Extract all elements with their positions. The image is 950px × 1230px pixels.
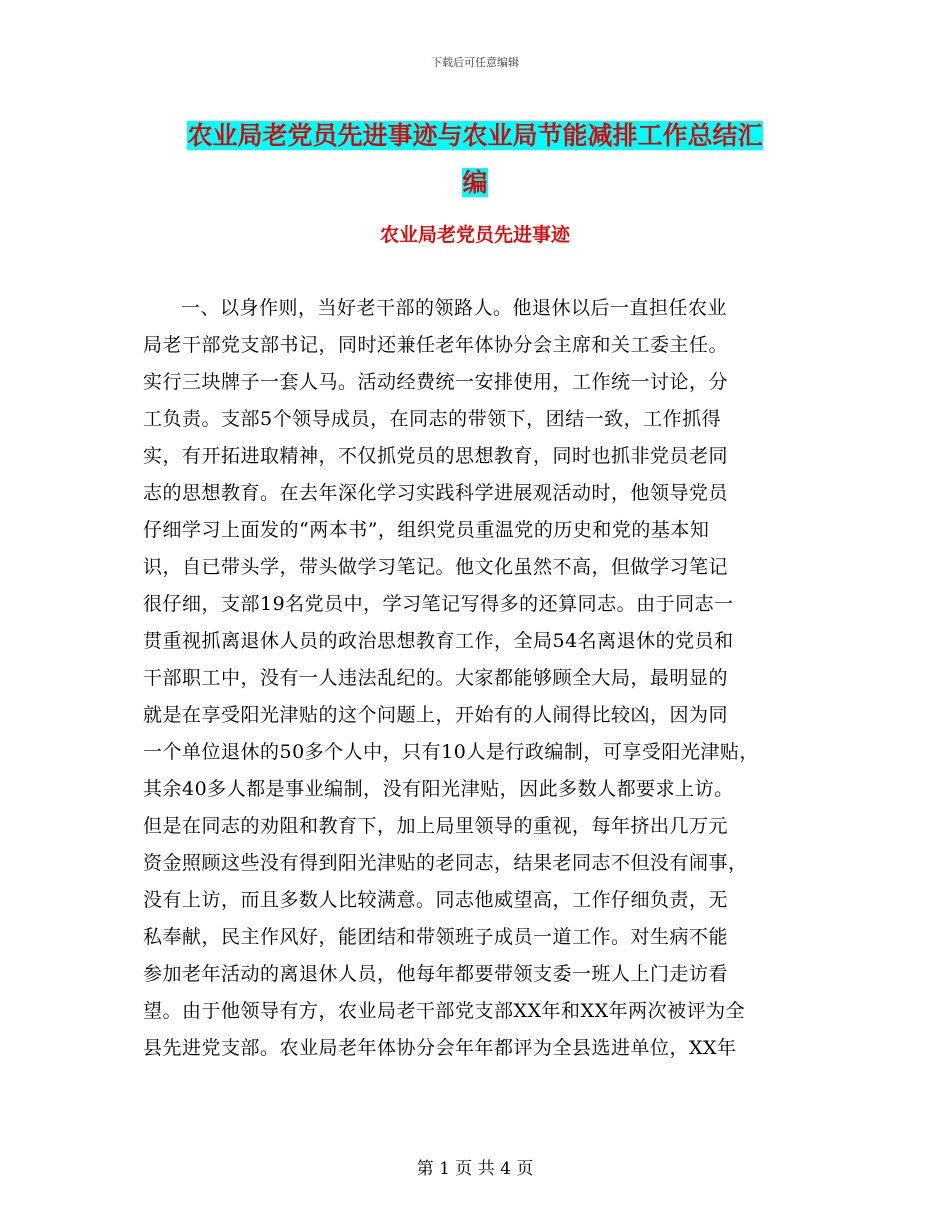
section-title: 农业局老党员先进事迹 [379, 224, 570, 246]
body-line: 其余40多人都是事业编制，没有阳光津贴，因此多数人都要求上访。 [143, 778, 734, 800]
body-line: 资金照顾这些没有得到阳光津贴的老同志，结果老同志不但没有闹事， [143, 852, 748, 874]
title-line-1: 农业局老党员先进事迹与农业局节能减排工作总结汇 [187, 121, 763, 150]
body-line: 实，有开拓进取精神，不仅抓党员的思想教育，同时也抓非党员老同 [143, 445, 729, 467]
body-line: 没有上访，而且多数人比较满意。同志他威望高，工作仔细负责，无 [143, 889, 729, 911]
body-line: 仔细学习上面发的“两本书”，组织党员重温党的历史和党的基本知 [143, 519, 710, 541]
body-line: 干部职工中，没有一人违法乱纪的。大家都能够顾全大局，最明显的 [143, 667, 729, 689]
body-line: 望。由于他领导有方，农业局老干部党支部XX年和XX年两次被评为全 [143, 1000, 746, 1022]
document-title [0, 112, 950, 206]
body-line: 私奉献，民主作风好，能团结和带领班子成员一道工作。对生病不能 [143, 926, 729, 948]
body-line: 就是在享受阳光津贴的这个问题上，开始有的人闹得比较凶，因为同 [143, 704, 729, 726]
body-line: 实行三块牌子一套人马。活动经费统一安排使用，工作统一讨论，分 [143, 371, 729, 393]
body-line: 局老干部党支部书记，同时还兼任老年体协分会主席和关工委主任。 [143, 334, 729, 356]
body-line: 一、以身作则，当好老干部的领路人。他退休以后一直担任农业 [181, 297, 728, 319]
body-line: 工负责。支部5个领导成员，在同志的带领下，团结一致，工作抓得 [143, 408, 722, 430]
page-number: 第 1 页 共 4 页 [416, 1159, 534, 1179]
body-line: 一个单位退休的50多个人中，只有10人是行政编制，可享受阳光津贴， [143, 741, 759, 763]
body-line: 很仔细，支部19名党员中，学习笔记写得多的还算同志。由于同志一 [143, 593, 734, 615]
body-line: 识，自已带头学，带头做学习笔记。他文化虽然不高，但做学习笔记 [143, 556, 729, 578]
header-note: 下载后可任意编辑 [431, 56, 519, 69]
body-line: 县先进党支部。农业局老年体协分会年年都评为全县选进单位，XX年 [143, 1037, 737, 1059]
body-line: 参加老年活动的离退休人员，他每年都要带领支委一班人上门走访看 [143, 963, 729, 985]
body-text [143, 290, 833, 1067]
title-line-2: 编 [462, 168, 488, 197]
body-line: 志的思想教育。在去年深化学习实践科学进展观活动时，他领导党员 [143, 482, 729, 504]
body-line: 贯重视抓离退休人员的政治思想教育工作，全局54名离退休的党员和 [143, 630, 734, 652]
body-line: 但是在同志的劝阻和教育下，加上局里领导的重视，每年挤出几万元 [143, 815, 729, 837]
